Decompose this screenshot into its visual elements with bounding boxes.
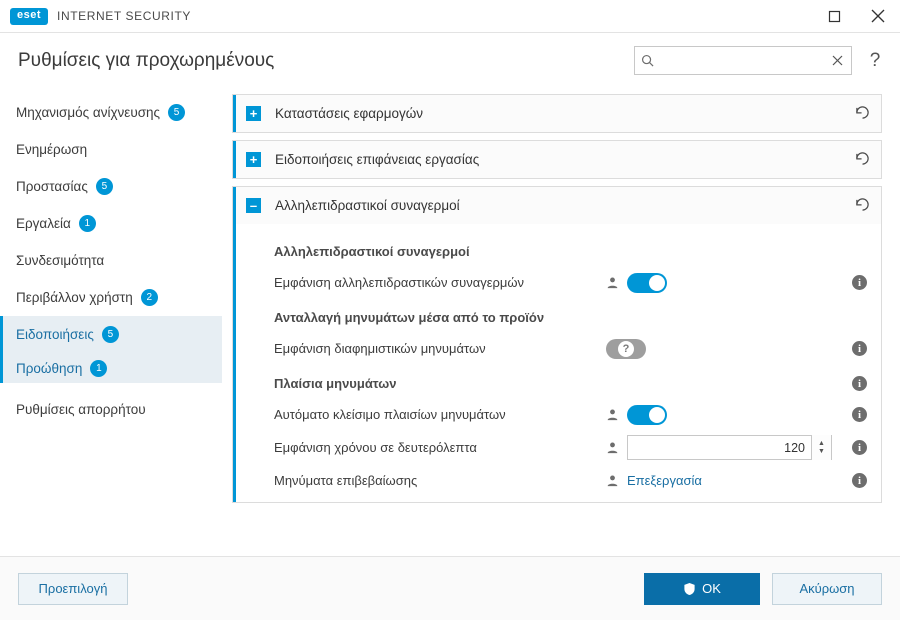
settings-content — [222, 88, 900, 556]
footer — [0, 556, 900, 620]
info-icon[interactable]: i — [852, 473, 867, 488]
display-time-input[interactable] — [628, 440, 811, 456]
sidebar-badge: 5 — [102, 326, 119, 343]
setting-row-show-interactive-alerts — [236, 267, 871, 298]
close-icon[interactable] — [856, 0, 900, 33]
active-indicator — [0, 391, 3, 428]
active-indicator — [0, 242, 3, 279]
setting-label: Εμφάνιση αλληλεπιδραστικών συναγερμών — [274, 275, 525, 290]
sidebar-item-label: Ενημέρωση — [16, 142, 88, 157]
sidebar-item-label: Εργαλεία — [16, 216, 71, 231]
stepper-up-icon[interactable]: ▲ — [818, 439, 825, 447]
panel-interactive-alerts — [232, 186, 882, 503]
sidebar-item-label: Ειδοποιήσεις — [16, 327, 94, 342]
setting-row-auto-close-message-boxes — [236, 399, 871, 430]
ok-button-label: OK — [702, 581, 721, 596]
setting-control — [606, 473, 702, 488]
sidebar-badge: 5 — [168, 104, 185, 121]
revert-icon[interactable] — [854, 197, 871, 215]
setting-control — [606, 273, 667, 293]
default-button[interactable]: Προεπιλογή — [18, 573, 128, 605]
group-title-message-boxes: Πλαίσια μηνυμάτων — [274, 376, 397, 391]
search-icon — [641, 54, 654, 67]
toggle-knob: ? — [618, 341, 634, 357]
revert-icon[interactable] — [854, 151, 871, 169]
sidebar-badge: 5 — [96, 178, 113, 195]
search-box[interactable] — [634, 46, 852, 75]
sidebar-item-notifications[interactable] — [0, 316, 222, 353]
group-title-in-product-messaging: Ανταλλαγή μηνυμάτων μέσα από το προϊόν — [274, 310, 545, 325]
sidebar-item-tools[interactable] — [0, 205, 222, 242]
page-title: Ρυθμίσεις για προχωρημένους — [18, 49, 275, 71]
info-icon[interactable]: i — [852, 341, 867, 356]
user-icon — [606, 276, 619, 289]
eset-logo: eset — [10, 8, 48, 25]
sidebar-badge: 1 — [90, 360, 107, 377]
revert-icon[interactable] — [854, 105, 871, 123]
clear-search-icon[interactable] — [830, 54, 845, 68]
collapse-icon[interactable]: – — [246, 198, 261, 213]
expand-icon[interactable]: + — [246, 152, 261, 167]
group-title-interactive-alerts: Αλληλεπιδραστικοί συναγερμοί — [274, 244, 470, 259]
ok-button[interactable] — [644, 573, 760, 605]
panel-header[interactable] — [233, 141, 881, 178]
info-icon[interactable]: i — [852, 376, 867, 391]
stepper-buttons[interactable] — [811, 435, 831, 460]
footer-actions — [644, 573, 882, 605]
maximize-icon[interactable] — [812, 0, 856, 33]
active-indicator — [0, 131, 3, 168]
panel-title: Αλληλεπιδραστικοί συναγερμοί — [275, 198, 460, 213]
cancel-button[interactable]: Ακύρωση — [772, 573, 882, 605]
panel-title: Καταστάσεις εφαρμογών — [275, 106, 424, 121]
sidebar-badge: 2 — [141, 289, 158, 306]
toggle-knob — [649, 407, 665, 423]
user-icon — [606, 408, 619, 421]
setting-label: Μηνύματα επιβεβαίωσης — [274, 473, 418, 488]
toggle-show-interactive-alerts[interactable] — [627, 273, 667, 293]
group-header-message-boxes — [236, 364, 871, 399]
active-indicator — [0, 168, 3, 205]
toggle-knob — [649, 275, 665, 291]
sidebar-item-promotion[interactable] — [0, 353, 222, 383]
setting-control — [606, 435, 832, 460]
panel-header[interactable] — [233, 187, 881, 224]
setting-row-confirmation-messages — [236, 465, 871, 496]
sidebar — [0, 88, 222, 556]
sidebar-item-label: Συνδεσιμότητα — [16, 253, 105, 268]
setting-label: Εμφάνιση χρόνου σε δευτερόλεπτα — [274, 440, 477, 455]
sidebar-item-label: Περιβάλλον χρήστη — [16, 290, 133, 305]
window-controls — [812, 0, 900, 33]
panel-body — [233, 224, 881, 502]
setting-row-display-time-seconds — [236, 430, 871, 465]
user-icon — [606, 441, 619, 454]
title-bar — [0, 0, 900, 33]
sidebar-item-label: Μηχανισμός ανίχνευσης — [16, 105, 161, 120]
info-icon[interactable]: i — [852, 440, 867, 455]
info-icon[interactable]: i — [852, 275, 867, 290]
edit-confirmation-messages-link[interactable]: Επεξεργασία — [627, 473, 702, 488]
setting-control — [606, 339, 646, 359]
sidebar-item-update[interactable] — [0, 131, 222, 168]
sidebar-badge: 1 — [79, 215, 96, 232]
active-indicator — [0, 205, 3, 242]
setting-label: Αυτόματο κλείσιμο πλαισίων μηνυμάτων — [274, 407, 506, 422]
display-time-stepper[interactable] — [627, 435, 832, 460]
toggle-show-promo-messages[interactable] — [606, 339, 646, 359]
product-title: INTERNET SECURITY — [57, 9, 192, 23]
sidebar-item-privacy-settings[interactable] — [0, 391, 222, 428]
panel-title: Ειδοποιήσεις επιφάνειας εργασίας — [275, 152, 480, 167]
sidebar-item-detection-engine[interactable] — [0, 94, 222, 131]
help-icon[interactable]: ? — [869, 49, 881, 71]
active-indicator — [0, 279, 3, 316]
search-input[interactable] — [658, 53, 830, 69]
sidebar-item-label: Ρυθμίσεις απορρήτου — [16, 402, 146, 417]
expand-icon[interactable]: + — [246, 106, 261, 121]
panel-header[interactable] — [233, 95, 881, 132]
setting-row-show-promo-messages — [236, 333, 871, 364]
main-body — [0, 88, 900, 556]
toggle-auto-close-message-boxes[interactable] — [627, 405, 667, 425]
page-header — [0, 33, 900, 88]
user-icon — [606, 474, 619, 487]
active-indicator — [0, 316, 3, 353]
setting-control — [606, 405, 667, 425]
sidebar-item-user-interface[interactable] — [0, 279, 222, 316]
search-area — [634, 46, 884, 75]
sidebar-item-label: Προώθηση — [16, 360, 83, 376]
sidebar-item-connectivity[interactable] — [0, 242, 222, 279]
panel-desktop-notifications — [232, 140, 882, 179]
active-indicator — [0, 353, 3, 383]
shield-icon — [683, 582, 696, 596]
panel-application-statuses — [232, 94, 882, 133]
setting-label: Εμφάνιση διαφημιστικών μηνυμάτων — [274, 341, 486, 356]
active-indicator — [0, 94, 3, 131]
sidebar-item-label: Προστασίας — [16, 179, 88, 194]
info-icon[interactable]: i — [852, 407, 867, 422]
stepper-down-icon[interactable]: ▼ — [818, 447, 825, 455]
sidebar-item-protections[interactable] — [0, 168, 222, 205]
